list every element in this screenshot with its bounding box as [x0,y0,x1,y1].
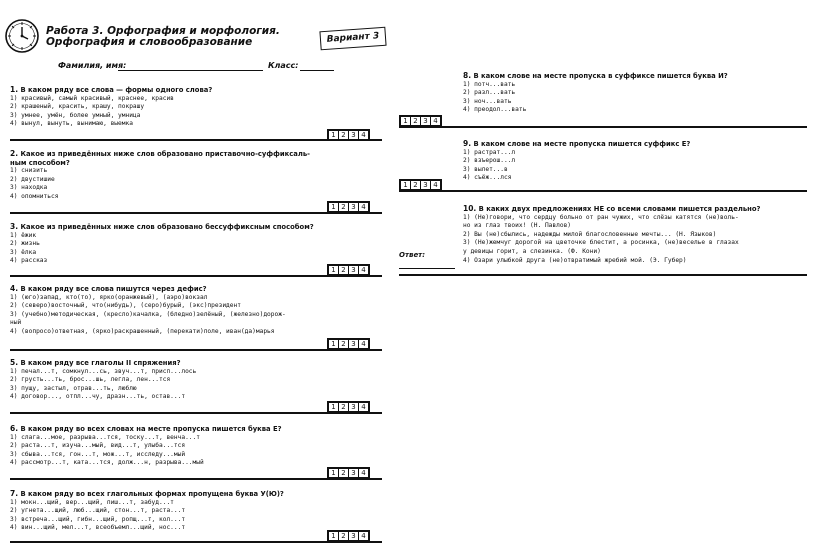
question-number: 4. [10,284,19,293]
answer-box[interactable]: 1 [329,469,338,477]
answer-option[interactable]: 1) снизить [10,167,48,175]
answer-option[interactable]: 2) (северо)восточный, что(нибудь), (серо)бурый, (экс)президент [10,302,241,310]
question-number: 8. [463,71,472,80]
question-number: 1. [10,85,19,94]
answer-option[interactable]: 2) двустишие [10,175,55,183]
answer-option[interactable]: 2) взъерош...л [463,157,516,165]
answer-option-cont: ный [10,319,22,327]
answer-option[interactable]: 3) ноч...вать [463,97,512,105]
answer-box[interactable]: 3 [349,203,358,211]
answer-option[interactable]: 3) сбыва...тся, гон...т, мож...т, исследу...мый [10,450,186,458]
class-label: Класс: [268,61,299,70]
answer-option[interactable]: 1) (Не)говори, что сердцу больно от ран чужих, что слёзы катятся (не)воль- [463,213,739,221]
answer-option[interactable]: 2) Вы (не)сбылись, надежды милой благословенные мечты... (Н. Языков) [463,230,717,238]
answer-box[interactable]: 4 [431,181,440,189]
answer-box[interactable]: 2 [339,203,348,211]
answer-option[interactable]: 4) съёж...лся [463,174,512,182]
answer-option[interactable]: 3) (Не)жемчуг дорогой на цветочке блестит, а росинка, (не)веселье в глазах [463,239,739,247]
answer-box[interactable]: 4 [359,532,368,540]
answer-box[interactable]: 1 [401,181,410,189]
answer-box[interactable]: 1 [329,340,338,348]
answer-option[interactable]: 4) рассмотр...т, ката...тся, долж...н, разрыва...мый [10,459,204,467]
answer-box[interactable]: 4 [359,203,368,211]
question-text: В каких двух предложениях НЕ со всеми словами пишется раздельно? [478,205,761,213]
answer-box[interactable]: 1 [329,403,338,411]
question-number: 9. [463,139,472,148]
variant-badge: Вариант 3 [319,27,386,51]
question-6 [10,425,282,468]
answer-box[interactable]: 4 [431,117,440,125]
question-text: В каком ряду все глаголы II спряжения? [20,359,181,367]
answer-box[interactable]: 3 [421,117,430,125]
question-7 [10,490,284,533]
question-text: В каком ряду все слова — формы одного слова? [20,86,213,94]
answer-option[interactable]: 2) жизнь [10,240,40,248]
divider [10,139,382,141]
answer-box[interactable]: 2 [411,117,420,125]
question-text: В каком ряду все слова пишутся через дефис? [20,285,207,293]
question-text: В каком ряду во всех словах на месте пропуска пишется буква Е? [20,425,282,433]
answer-option[interactable]: 1) потч...вать [463,80,516,88]
answer-box[interactable]: 4 [359,131,368,139]
divider [399,274,807,276]
divider [10,478,382,480]
question-4 [10,285,286,337]
question-text: Какое из приведённых ниже слов образовано бессуффиксным способом? [20,223,314,231]
question-1 [10,86,212,129]
answer-box[interactable]: 1 [329,266,338,274]
class-field[interactable] [300,61,334,71]
question-number: 6. [10,424,19,433]
title-line-1: Работа 3. Орфография и морфология. [46,25,280,37]
answer-box[interactable]: 2 [339,266,348,274]
clock-icon [4,18,40,54]
divider [399,126,807,128]
answer-option[interactable]: 3) умнее, умён, более умный, умница [10,111,141,119]
question-text-cont: ным способом? [10,158,70,167]
answer-option[interactable]: 2) грусть...ть, брос...шь, легла, лен...тся [10,376,171,384]
question-number: 10. [463,204,477,213]
answer-box[interactable]: 4 [359,469,368,477]
question-3 [10,223,314,266]
answer-option[interactable]: 4) опомниться [10,192,59,200]
answer-option[interactable]: 3) вылет...в [463,165,508,173]
page-title [46,26,280,48]
name-field[interactable] [118,61,263,71]
answer-box[interactable]: 2 [411,181,420,189]
answer-option[interactable]: 1) ёжик [10,231,37,239]
answer-box[interactable]: 3 [349,469,358,477]
answer-option[interactable]: 4) преодол...вать [463,106,527,114]
question-number: 3. [10,222,19,231]
answer-box[interactable]: 3 [349,532,358,540]
answer-option[interactable]: 1) мокн...щий, вер...щий, пиш...т, забуд...т [10,498,174,506]
answer-option[interactable]: 4) Озари улыбкой друга (не)отвратимый жребий мой. (Э. Губер) [463,256,687,264]
question-text: Какое из приведённых ниже слов образовано приставочно-суффиксаль- [20,150,310,158]
divider [10,541,382,543]
answer-option[interactable]: 4) договор..., отпл...чу, дразн...ть, остав...т [10,393,186,401]
divider [10,212,382,214]
answer-option[interactable]: 1) печал...т, сомкнул...сь, звуч...т, присп...лось [10,367,197,375]
answer-box[interactable]: 2 [339,131,348,139]
answer-box[interactable]: 4 [359,403,368,411]
answer-box[interactable]: 1 [401,117,410,125]
answer-box[interactable]: 2 [339,403,348,411]
answer-box[interactable]: 2 [339,340,348,348]
question-number: 2. [10,149,19,158]
answer-option[interactable]: 2) крашеный, красить, крашу, покрашу [10,103,145,111]
answer-option[interactable]: 4) (вопросо)ответная, (ярко)раскрашенный, (перекати)поле, иван(да)марья [10,327,275,335]
question-number: 5. [10,358,19,367]
answer-box[interactable]: 3 [349,131,358,139]
answer-box[interactable]: 1 [329,131,338,139]
divider [10,275,382,277]
answer-option[interactable]: 1) (юго)запад, кто(то), ярко(оранжевый), (аэро)вокзал [10,293,208,301]
answer-box[interactable]: 3 [349,340,358,348]
question-text: В каком ряду во всех глагольных формах пропущена буква У(Ю)? [20,490,284,498]
answer-option-cont: но из глаз твоих! (Н. Павлов) [463,222,572,230]
answer-option[interactable]: 4) рассказ [10,257,48,265]
question-number: 7. [10,489,19,498]
question-10 [463,205,760,265]
answer-option[interactable]: 1) красивый, самый красивый, краснее, красив [10,94,174,102]
answer-box[interactable]: 4 [359,266,368,274]
answer-option[interactable]: 1) слага...мое, разрыва...тся, тоску...т, венча...т [10,433,200,441]
answer-option[interactable]: 4) вин...щий, мел...т, всеобъемл...щий, нос...т [10,524,186,532]
answer-box[interactable]: 3 [349,266,358,274]
question-text: В каком слове на месте пропуска пишется суффикс Е? [473,140,691,148]
answer-option[interactable]: 3) встреча...щий, гибн...щий, ропщ...т, кол...т [10,515,186,523]
question-8 [463,72,728,115]
answer-box[interactable]: 2 [339,469,348,477]
question-5 [10,359,196,402]
answer-option[interactable]: 2) угнета...щий, люб...щий, стон...т, раста...т [10,507,186,515]
answer-option[interactable]: 4) вынул, вынуть, вынимаю, выемка [10,120,133,128]
answer-option[interactable]: 1) растрат...л [463,148,516,156]
answer-box[interactable]: 3 [421,181,430,189]
answer-option[interactable]: 3) пущу, застыл, отрав...ть, люблю [10,384,137,392]
answer-box[interactable]: 1 [329,532,338,540]
divider [10,349,382,351]
name-label: Фамилия, имя: [58,61,127,70]
answer-label: Ответ: [399,251,426,259]
answer-field[interactable] [399,268,455,269]
answer-box[interactable]: 1 [329,203,338,211]
answer-option[interactable]: 3) ёлка [10,248,37,256]
answer-box[interactable]: 2 [339,532,348,540]
divider [399,190,807,192]
question-text: В каком слове на месте пропуска в суффиксе пишется буква И? [473,72,728,80]
answer-option[interactable]: 3) находка [10,184,48,192]
title-line-2: Орфография и словообразование [46,36,253,48]
answer-option[interactable]: 2) разл...вать [463,89,516,97]
divider [10,412,382,414]
question-9 [463,140,690,183]
question-2 [10,150,310,202]
answer-option[interactable]: 3) (учебно)методическая, (кресло)качалка, (бледно)зелёный, (железно)дорож- [10,310,286,318]
answer-option[interactable]: 2) раста...т, изуча...мый, вид...т, улыба...тся [10,442,186,450]
answer-box[interactable]: 3 [349,403,358,411]
answer-box[interactable]: 4 [359,340,368,348]
answer-option-cont: у девицы горит, а слезинка. (Ф. Кони) [463,247,601,255]
